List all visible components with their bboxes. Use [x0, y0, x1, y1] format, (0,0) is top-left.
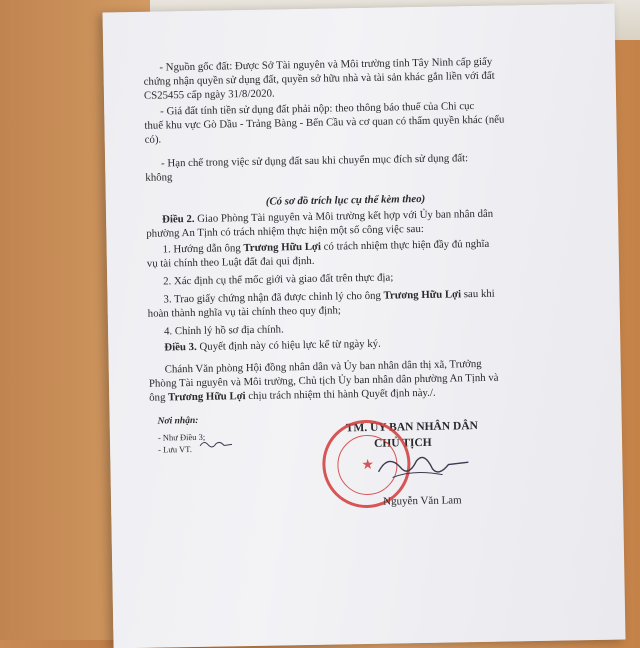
item1-line1: [163, 238, 490, 257]
signature-org: TM. ỦY BAN NHÂN DÂN: [345, 420, 479, 435]
para2-line3: có).: [144, 133, 162, 146]
para1-line1: - Nguồn gốc đất: Được Sở Tài nguyên và Môi trường tỉnh Tây Ninh cấp giấy: [159, 55, 493, 74]
article2-text: Giao Phòng Tài nguyên và Môi trường kết hợp với Ủy ban nhân dân: [194, 207, 494, 225]
final-line3-suffix: chịu trách nhiệm thi hành Quyết định này./.: [245, 386, 436, 403]
recipient-2: - Lưu VT.: [158, 444, 193, 455]
item4: 4. Chỉnh lý hồ sơ địa chính.: [163, 323, 284, 338]
final-line3-name: Trương Hữu Lợi: [168, 390, 246, 404]
article2-line2: phường An Tịnh có trách nhiệm thực hiện một số công việc sau:: [146, 222, 424, 240]
item3-prefix: 3. Trao giấy chứng nhận đã được chỉnh lý cho ông: [163, 289, 384, 306]
item3-line2: hoàn thành nghĩa vụ tài chính theo quy định;: [147, 304, 341, 320]
para3-line2: không: [145, 171, 173, 184]
para2-line1: - Giá đất tính tiền sử dụng đất phải nộp: theo thông báo thuế của Chi cục: [160, 100, 475, 118]
item2: 2. Xác định cụ thể mốc giới và giao đất trên thực địa;: [163, 271, 394, 288]
recipients-title: Nơi nhận:: [157, 415, 199, 427]
document-page: [102, 4, 625, 648]
item3-suffix: sau khi: [460, 287, 495, 301]
recipient-1: - Như Điều 3;: [157, 431, 206, 443]
para1-line2: chứng nhận quyền sử dụng đất, quyền sở hữu nhà và tài sản khác gắn liền với đất: [143, 69, 495, 88]
seal-star-icon: ★: [361, 457, 375, 474]
article2-label: Điều 2.: [162, 212, 195, 226]
initials-scribble: [198, 436, 236, 451]
para1-line3: CS25455 cấp ngày 31/8/2020.: [143, 87, 275, 102]
attachment-note: (Có sơ đồ trích lục cụ thể kèm theo): [265, 192, 426, 208]
article3-text: Quyết định này có hiệu lực kể từ ngày ký.: [196, 337, 381, 353]
final-line1: Chánh Văn phòng Hội đồng nhân dân và Ủy ban nhân dân thị xã, Trưởng: [164, 357, 482, 376]
item3-name: Trương Hữu Lợi: [383, 288, 462, 302]
handwritten-signature: [372, 446, 493, 488]
final-line3-prefix: ông: [149, 391, 169, 404]
signer-name: Nguyễn Văn Lam: [382, 494, 462, 508]
para2-line2: thuế khu vực Gò Dầu - Trảng Bàng - Bến Cầu và cơ quan có thẩm quyền khác (nếu: [144, 113, 505, 132]
article3-label: Điều 3.: [164, 340, 197, 354]
item1-name: Trương Hữu Lợi: [243, 240, 322, 255]
final-line2: Phòng Tài nguyên và Môi trường, Chủ tịch Ủy ban nhân dân phường An Tịnh và: [148, 371, 499, 390]
article3: [164, 338, 381, 355]
item1-suffix: có trách nhiệm thực hiện đầy đủ nghĩa: [320, 237, 490, 253]
para3-line1: - Hạn chế trong việc sử dụng đất sau khi chuyển mục đích sử dụng đất:: [161, 152, 469, 170]
signature-role: CHỦ TỊCH: [373, 436, 432, 450]
item1-prefix: 1. Hướng dẫn ông: [162, 242, 244, 256]
item1-line2: vụ tài chính theo Luật đất đai qui định.: [146, 254, 315, 270]
